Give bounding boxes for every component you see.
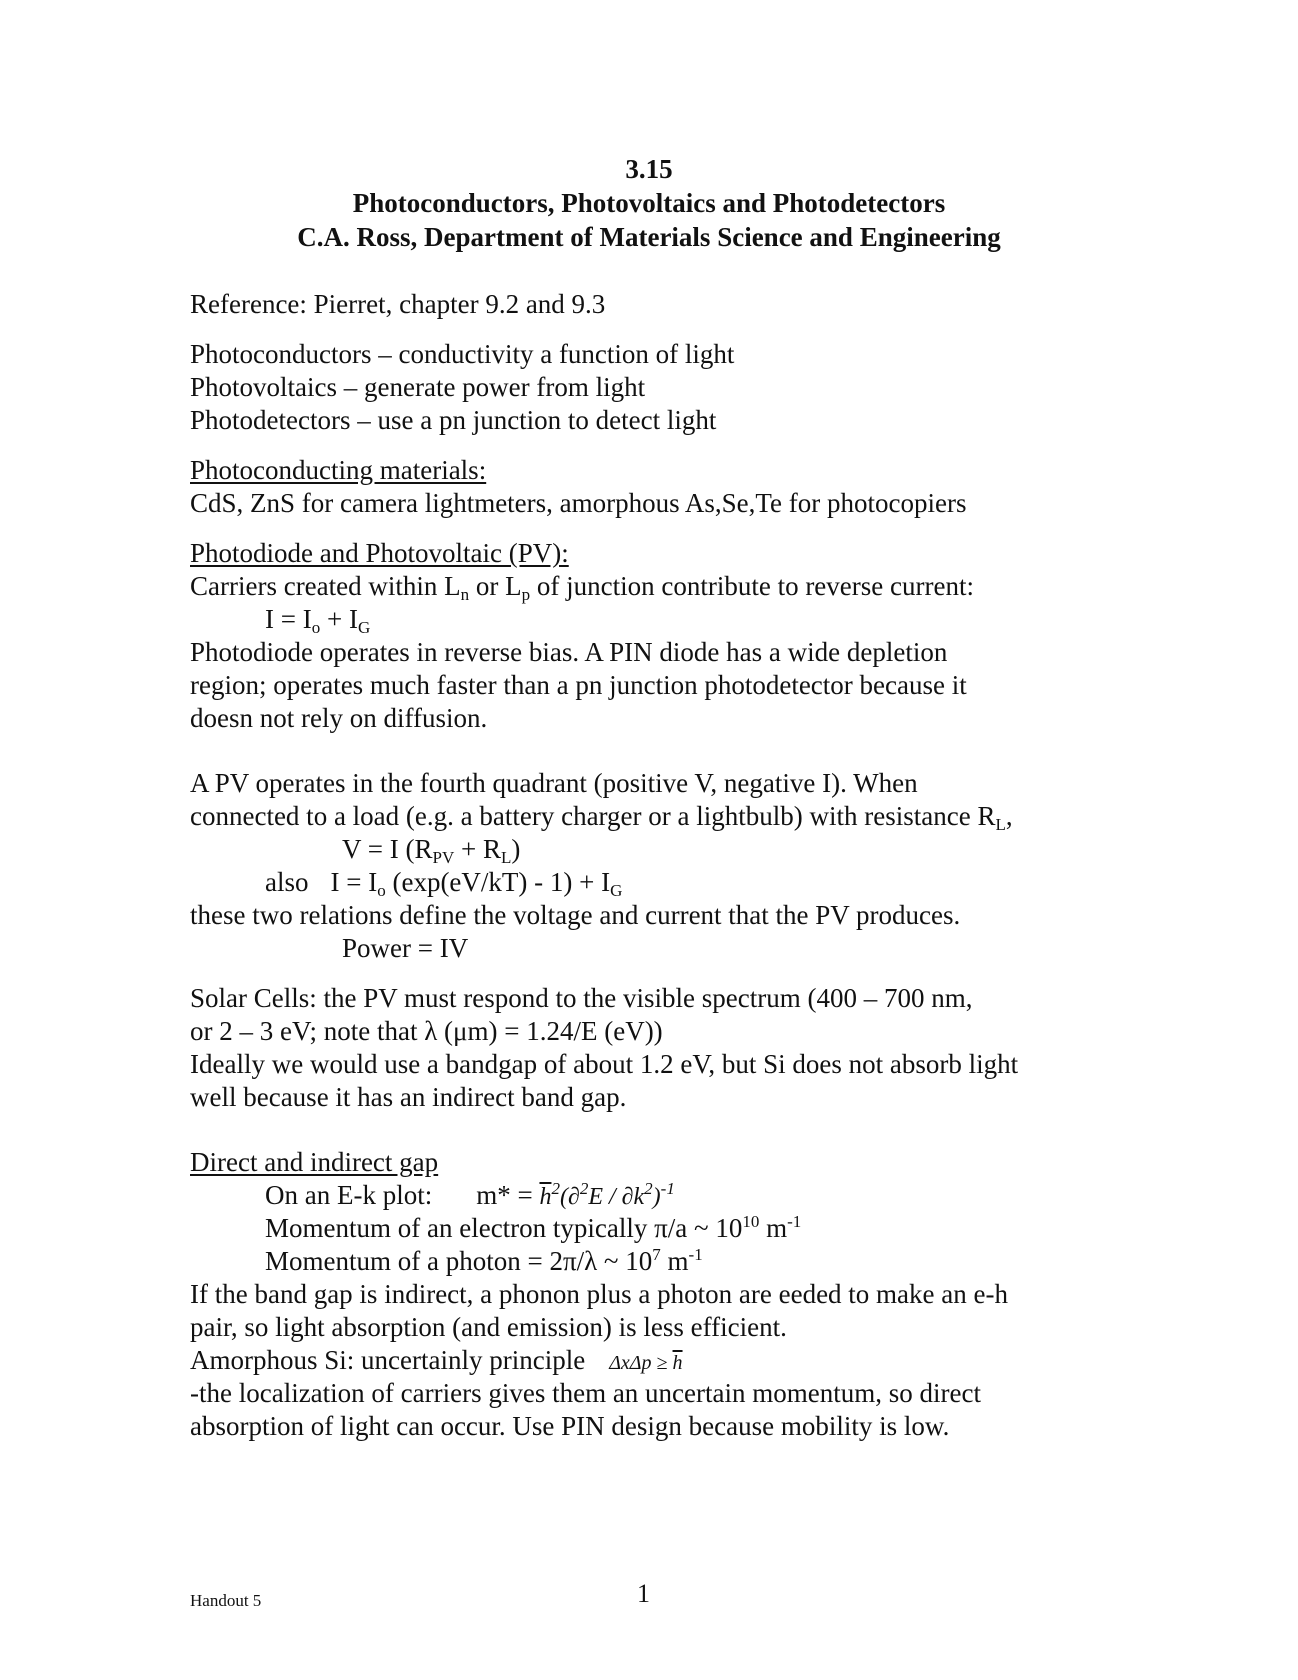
document-body [190,288,1210,1443]
materials-heading: Photoconducting materials: [190,455,487,485]
current-equation: $I = I_o + I_G$ [265,604,371,637]
definition-photoconductors: Photoconductors – conductivity a function of light [190,339,735,369]
author-line: C.A. Ross, Department of Materials Science and Engineering [297,222,1001,252]
power-equation: Power = IV [342,933,469,963]
course-number: 3.15 [625,154,673,184]
definition-photovoltaics: Photovoltaics – generate power from light [190,372,646,402]
amorphous-line: Amorphous Si: uncertainly principle $\Delta x\Delta p \ge \overline{h}$ [190,1345,683,1375]
gap-line-1: If the band gap is indirect, a phonon plus a photon are eeded to make an e-h [190,1279,1008,1309]
footer-handout: Handout 5 [190,1591,262,1610]
solar-line-1: Solar Cells: the PV must respond to the visible spectrum (400 – 700 nm, [190,983,973,1013]
carriers-line: Carriers created within $L_n$ or $L_p$ of junction contribute to reverse current: [190,571,974,604]
pv-voltage-equation: V = I $(R_{PV} + R_L)$ [342,834,521,867]
gap-heading: Direct and indirect gap [190,1147,439,1177]
document-header [0,152,1298,254]
pv-line-2: connected to a load (e.g. a battery charger or a lightbulb) with resistance $R_L$, [190,801,1013,834]
photodiode-heading: Photodiode and Photovoltaic (PV): [190,538,569,568]
solar-line-3: Ideally we would use a bandgap of about 1.2 eV, but Si does not absorb light [190,1049,1019,1079]
photodiode-line-2: region; operates much faster than a pn junction photodetector because it [190,670,967,700]
electron-momentum-line: Momentum of an electron typically π/a ~ $10^{10}$ $m^{-1}$ [265,1212,802,1243]
pv-current-equation: also $I = I_o$ $(\exp(eV/kT) - 1) + I_G$ [265,867,623,900]
materials-text: CdS, ZnS for camera lightmeters, amorphous As,Se,Te for photocopiers [190,488,967,518]
page-number: 1 [637,1579,650,1608]
localization-line-2: absorption of light can occur. Use PIN design because mobility is low. [190,1411,950,1441]
photodiode-line-1: Photodiode operates in reverse bias. A PIN diode has a wide depletion [190,637,948,667]
reference-line: Reference: Pierret, chapter 9.2 and 9.3 [190,289,606,319]
definition-photodetectors: Photodetectors – use a pn junction to detect light [190,405,717,435]
photon-momentum-line: Momentum of a photon = 2π/λ ~ $10^7$ $m^{-1}$ [265,1245,703,1276]
solar-line-2: or 2 – 3 eV; note that λ (μm) = 1.24/E (eV)) [190,1016,663,1046]
localization-line-1: -the localization of carriers gives them an uncertain momentum, so direct [190,1378,981,1408]
pv-line-1: A PV operates in the fourth quadrant (positive V, negative I). When [190,768,918,798]
pv-line-3: these two relations define the voltage and current that the PV produces. [190,900,961,930]
document-title: Photoconductors, Photovoltaics and Photodetectors [352,188,946,218]
effective-mass-line: On an E-k plot: $m* = \overline{h}^2(\partial^2E / \partial k^2)^{-1}$ [265,1179,675,1210]
gap-line-2: pair, so light absorption (and emission) is less efficient. [190,1312,787,1342]
photodiode-line-3: doesn not rely on diffusion. [190,703,488,733]
solar-line-4: well because it has an indirect band gap. [190,1082,627,1112]
